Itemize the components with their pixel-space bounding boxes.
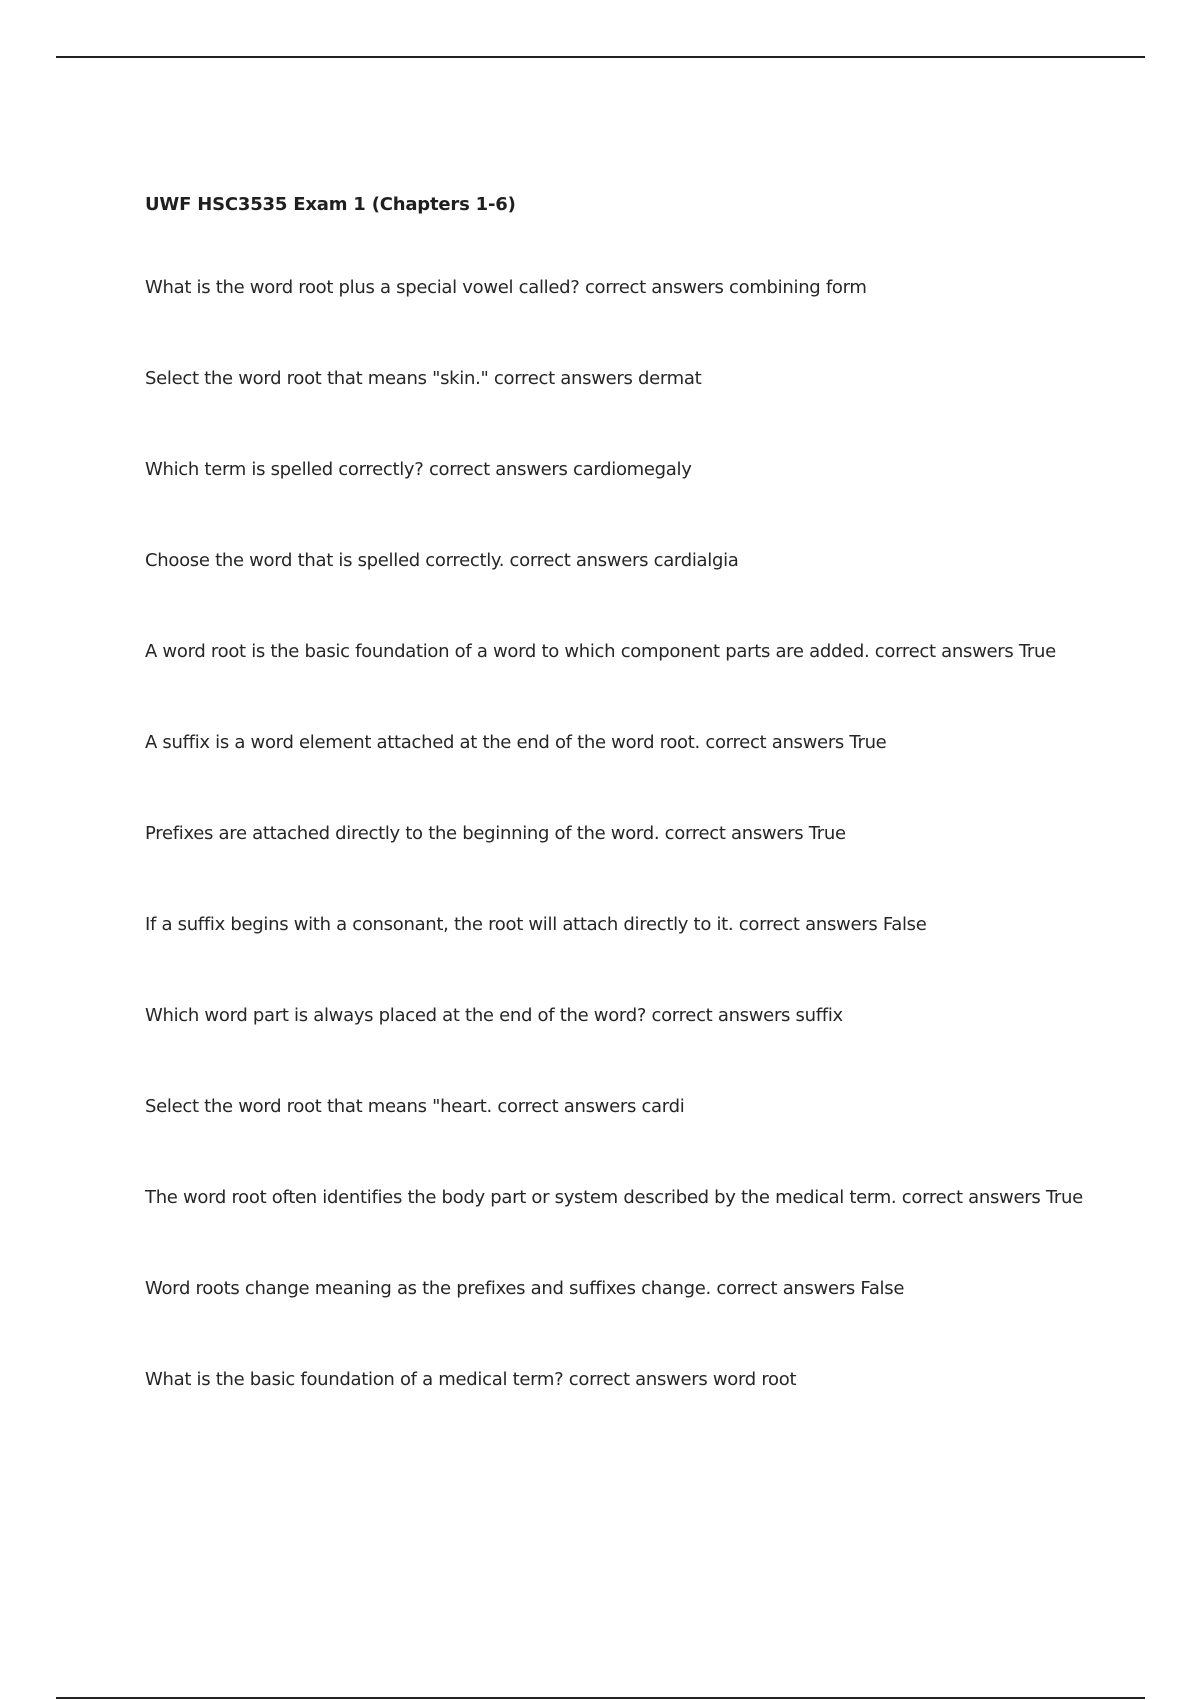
qa-item-2: Select the word root that means "skin." correct answers dermat	[145, 368, 702, 389]
qa-item-10: Select the word root that means "heart. correct answers cardi	[145, 1096, 685, 1117]
qa-item-6: A suffix is a word element attached at the end of the word root. correct answers True	[145, 732, 887, 753]
qa-item-4: Choose the word that is spelled correctly. correct answers cardialgia	[145, 550, 739, 571]
qa-item-9: Which word part is always placed at the end of the word? correct answers suffix	[145, 1005, 843, 1026]
document-body	[145, 192, 1095, 1457]
top-rule	[56, 56, 1145, 58]
qa-item-12: Word roots change meaning as the prefixes and suffixes change. correct answers False	[145, 1278, 905, 1299]
qa-item-11: The word root often identifies the body part or system described by the medical term. correct answers True	[145, 1187, 1083, 1208]
qa-item-3: Which term is spelled correctly? correct answers cardiomegaly	[145, 459, 692, 480]
qa-item-8: If a suffix begins with a consonant, the root will attach directly to it. correct answers False	[145, 914, 927, 935]
qa-item-1: What is the word root plus a special vowel called? correct answers combining form	[145, 277, 867, 298]
bottom-rule	[56, 1697, 1145, 1699]
qa-item-13: What is the basic foundation of a medical term? correct answers word root	[145, 1369, 797, 1390]
qa-item-5: A word root is the basic foundation of a word to which component parts are added. correct answers True	[145, 641, 1056, 662]
document-title: UWF HSC3535 Exam 1 (Chapters 1-6)	[145, 194, 516, 215]
qa-list	[145, 274, 1095, 1394]
qa-item-7: Prefixes are attached directly to the beginning of the word. correct answers True	[145, 823, 846, 844]
